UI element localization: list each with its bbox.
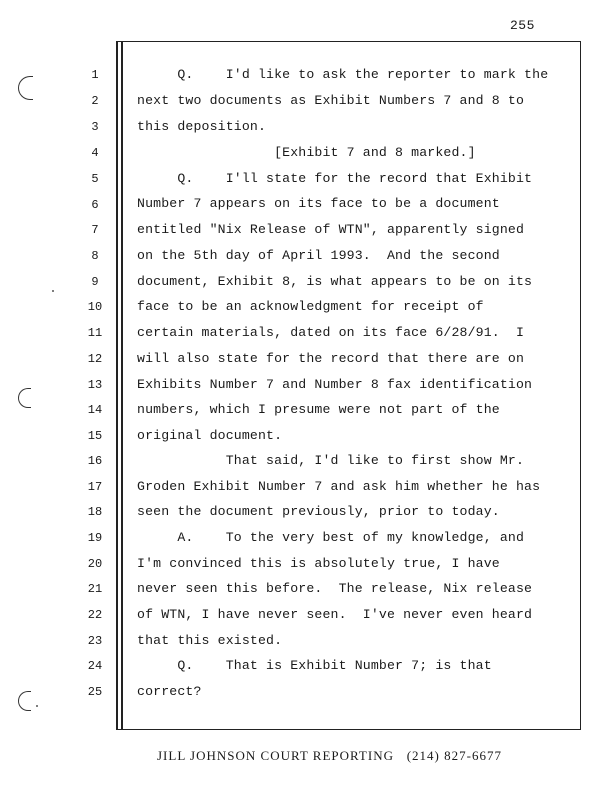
transcript-line: face to be an acknowledgment for receipt of (137, 299, 484, 314)
hole-punch-mark (18, 691, 31, 711)
transcript-line: document, Exhibit 8, is what appears to be on its (137, 274, 533, 289)
line-number: 23 (87, 634, 103, 648)
transcript-line: A. To the very best of my knowledge, and (137, 530, 525, 545)
transcript-line: Q. That is Exhibit Number 7; is that (137, 658, 492, 673)
line-number: 8 (91, 249, 99, 263)
transcript-line: will also state for the record that there are on (137, 351, 525, 366)
line-number: 18 (87, 505, 103, 519)
line-number: 9 (91, 275, 99, 289)
transcript-line: I'm convinced this is absolutely true, I have (137, 556, 500, 571)
transcript-line: That said, I'd like to first show Mr. (137, 453, 525, 468)
transcript-line: Q. I'd like to ask the reporter to mark the (137, 67, 549, 82)
line-number: 6 (91, 198, 99, 212)
transcript-line: Exhibits Number 7 and Number 8 fax identification (137, 377, 533, 392)
line-number: 4 (91, 146, 99, 160)
line-number: 11 (87, 326, 103, 340)
line-number: 21 (87, 582, 103, 596)
margin-rule-right (121, 41, 123, 730)
line-number: 16 (87, 454, 103, 468)
line-number: 1 (91, 68, 99, 82)
line-number: 7 (91, 223, 99, 237)
transcript-line: next two documents as Exhibit Numbers 7 and 8 to (137, 93, 525, 108)
line-number: 20 (87, 557, 103, 571)
line-number: 14 (87, 403, 103, 417)
line-number: 10 (87, 300, 103, 314)
page-number: 255 (510, 18, 535, 33)
line-number: 13 (87, 378, 103, 392)
transcript-line: certain materials, dated on its face 6/28/91. I (137, 325, 525, 340)
line-number: 24 (87, 659, 103, 673)
transcript-line: Groden Exhibit Number 7 and ask him whether he has (137, 479, 541, 494)
line-number: 2 (91, 94, 99, 108)
transcript-line: original document. (137, 428, 283, 443)
transcript-line: Q. I'll state for the record that Exhibit (137, 171, 533, 186)
reporter-footer: JILL JOHNSON COURT REPORTING (214) 827-6677 (157, 748, 502, 763)
line-number: 17 (87, 480, 103, 494)
margin-rule-left (116, 41, 118, 730)
transcript-line: seen the document previously, prior to today. (137, 504, 500, 519)
transcript-line: Number 7 appears on its face to be a document (137, 196, 500, 211)
transcript-line: of WTN, I have never seen. I've never even heard (137, 607, 533, 622)
transcript-line: that this existed. (137, 633, 283, 648)
transcript-line: this deposition. (137, 119, 267, 134)
transcript-line: [Exhibit 7 and 8 marked.] (137, 145, 476, 160)
transcript-line: correct? (137, 684, 202, 699)
line-number: 3 (91, 120, 99, 134)
line-number: 15 (87, 429, 103, 443)
line-number: 12 (87, 352, 103, 366)
line-number: 22 (87, 608, 103, 622)
scan-speck (52, 290, 54, 292)
line-number: 25 (87, 685, 103, 699)
transcript-line: never seen this before. The release, Nix release (137, 581, 533, 596)
transcript-line: numbers, which I presume were not part of the (137, 402, 500, 417)
hole-punch-mark (18, 388, 31, 408)
line-number: 5 (91, 172, 99, 186)
transcript-line: entitled "Nix Release of WTN", apparently signed (137, 222, 525, 237)
hole-punch-mark (18, 76, 33, 100)
transcript-line: on the 5th day of April 1993. And the second (137, 248, 500, 263)
scan-speck (36, 705, 38, 707)
line-number: 19 (87, 531, 103, 545)
